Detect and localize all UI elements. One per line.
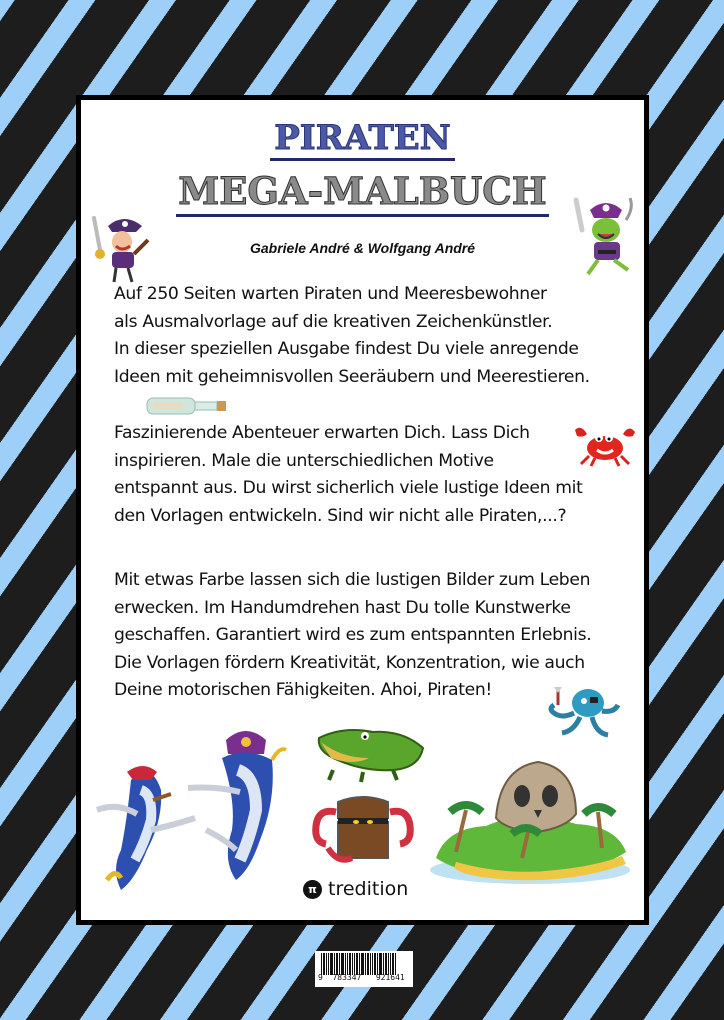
crocodile-icon: [313, 718, 428, 783]
paragraph-line: den Vorlagen entwickeln. Sind wir nicht alle Piraten,...?: [114, 505, 567, 526]
tredition-logo-icon: π: [303, 880, 322, 899]
paragraph-line: Deine motorischen Fähigkeiten. Ahoi, Piraten!: [114, 680, 492, 700]
barcode-group-1: 783347: [332, 973, 362, 982]
isbn-barcode: [315, 951, 413, 987]
message-bottle-icon: [145, 395, 230, 417]
barcode-bars: [321, 953, 407, 975]
back-cover-panel: [76, 95, 649, 925]
paragraph-line: Faszinierende Abenteuer erwarten Dich. Lass Dich: [114, 423, 530, 443]
skull-island-icon: [426, 748, 638, 888]
paragraph-line: geschaffen. Garantiert wird es zum entspannten Erlebnis.: [114, 625, 592, 645]
title-piraten: PIRATEN: [270, 118, 455, 161]
barcode-left-digit: 9: [318, 973, 323, 982]
paragraph-1: [114, 281, 634, 391]
crab-icon: [571, 422, 639, 468]
paragraph-line: Mit etwas Farbe lassen sich die lustigen Bilder zum Leben: [114, 570, 591, 590]
shark-pirate-bandana-icon: [91, 750, 201, 895]
paragraph-line: Auf 250 Seiten warten Piraten und Meeresbewohner: [114, 284, 547, 304]
barcode-digits: [318, 973, 405, 982]
paragraph-line: Ideen mit geheimnisvollen Seeräubern und Meerestieren.: [114, 366, 590, 387]
octopus-icon: [544, 683, 624, 745]
paragraph-line: als Ausmalvorlage auf die kreativen Zeichenkünstler.: [114, 311, 553, 332]
paragraph-line: In dieser speziellen Ausgabe findest Du viele anregende: [114, 339, 579, 359]
shark-pirate-hat-icon: [186, 720, 311, 890]
treasure-chest-octopus-icon: [308, 792, 418, 867]
title-line-1: [81, 118, 644, 161]
title-mega-malbuch: MEGA-MALBUCH: [176, 168, 548, 217]
paragraph-line: inspirieren. Male die unterschiedlichen Motive: [114, 450, 494, 471]
pirate-captain-icon: [86, 210, 156, 285]
paragraph-2: [114, 420, 634, 530]
paragraph-line: erwecken. Im Handumdrehen hast Du tolle Kunstwerke: [114, 597, 571, 618]
paragraph-line: entspannt aus. Du wirst sicherlich viele lustige Ideen mit: [114, 478, 583, 498]
authors: Gabriele André & Wolfgang André: [249, 240, 476, 256]
publisher-name: tredition: [328, 878, 409, 900]
title-line-2: [81, 168, 644, 217]
paragraph-line: Die Vorlagen fördern Kreativität, Konzentration, wie auch: [114, 652, 585, 673]
publisher-logo: [303, 878, 408, 900]
barcode-group-2: 921641: [375, 973, 405, 982]
green-pirate-icon: [568, 190, 643, 280]
